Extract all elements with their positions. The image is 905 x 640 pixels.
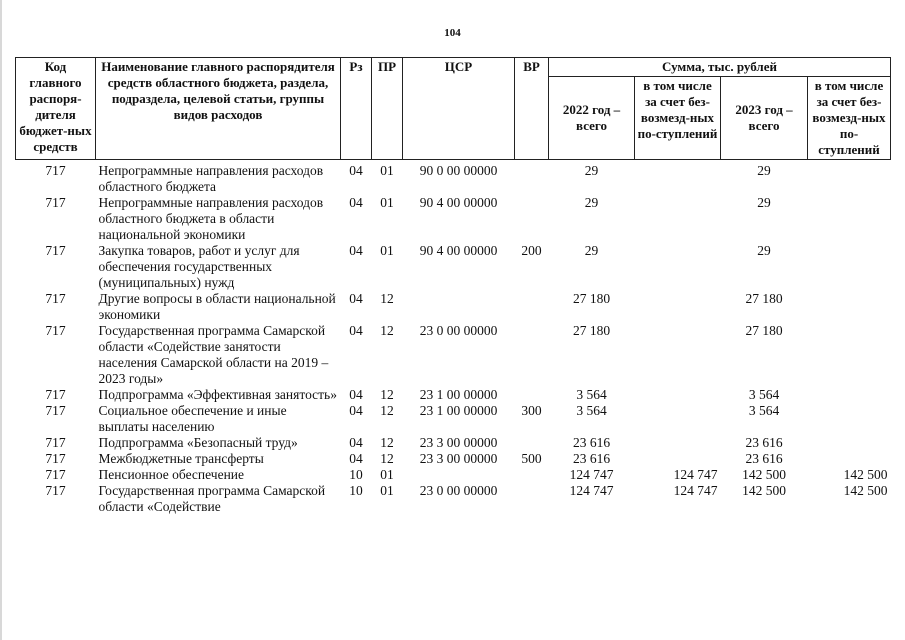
cell-csr	[403, 467, 515, 483]
cell-2022-total: 3 564	[576, 387, 607, 402]
table-row	[16, 467, 891, 483]
cell-2022-total: 27 180	[572, 323, 611, 338]
cell-code: 717	[45, 467, 66, 482]
cell-csr: 23 0 00 00000	[419, 323, 498, 338]
cell-rz: 04	[349, 323, 363, 338]
cell-2023-total: 27 180	[745, 291, 783, 306]
cell-vr: 200	[521, 243, 542, 258]
cell-pr: 01	[380, 195, 394, 210]
cell-2023-total: 142 500	[742, 483, 786, 498]
cell-pr: 01	[380, 163, 394, 178]
cell-2023-free: 142 500	[843, 467, 888, 482]
table-row	[16, 483, 891, 515]
cell-name: Пенсионное обеспечение	[98, 467, 245, 482]
table-row	[16, 387, 891, 403]
cell-2022-total: 29	[584, 195, 599, 210]
cell-2023-total: 3 564	[748, 387, 780, 402]
cell-pr: 12	[380, 451, 394, 466]
table-row	[16, 195, 891, 243]
cell-2023-free	[808, 323, 891, 387]
cell-name: Другие вопросы в области национальной экономики	[98, 291, 336, 322]
cell-csr: 90 4 00 00000	[419, 195, 498, 210]
cell-rz: 10	[349, 483, 363, 498]
table-row	[16, 435, 891, 451]
cell-csr: 23 0 00 00000	[419, 483, 498, 498]
cell-2022-total: 23 616	[572, 451, 611, 466]
cell-rz: 04	[349, 403, 363, 418]
table-row	[16, 243, 891, 291]
cell-csr	[403, 291, 515, 323]
cell-name: Непрограммные направления расходов областного бюджета в области национальной экономики	[98, 195, 324, 242]
page-left-edge	[0, 0, 2, 640]
cell-2023-total: 23 616	[745, 451, 783, 466]
cell-2022-free: 124 747	[673, 483, 718, 498]
cell-2023-total: 23 616	[745, 435, 783, 450]
cell-2023-free	[808, 451, 891, 467]
cell-2023-total: 29	[757, 243, 771, 258]
table-row	[16, 291, 891, 323]
cell-code: 717	[45, 435, 66, 450]
table-body	[16, 160, 891, 516]
cell-code: 717	[45, 195, 66, 210]
cell-rz: 10	[349, 467, 363, 482]
cell-csr: 23 3 00 00000	[419, 435, 498, 450]
cell-name: Государственная программа Самарской области «Содействие занятости населения Самарской области на 2019 – 2023 годы»	[98, 323, 329, 386]
cell-code: 717	[45, 163, 66, 178]
cell-2022-free	[635, 435, 721, 451]
cell-code: 717	[45, 483, 66, 498]
cell-pr: 01	[380, 243, 394, 258]
cell-2023-free	[808, 195, 891, 243]
cell-2023-total: 3 564	[748, 403, 780, 418]
cell-csr: 90 0 00 00000	[419, 163, 498, 178]
cell-pr: 01	[380, 467, 394, 482]
cell-rz: 04	[349, 243, 363, 258]
cell-2023-free	[808, 435, 891, 451]
cell-csr: 23 3 00 00000	[419, 451, 498, 466]
header-2023-total: 2023 год – всего	[721, 77, 808, 160]
cell-pr: 01	[380, 483, 394, 498]
cell-code: 717	[45, 243, 66, 258]
cell-2023-free	[808, 387, 891, 403]
budget-table	[15, 57, 891, 515]
cell-pr: 12	[380, 435, 394, 450]
header-2023-free: в том числе за счет без-возмезд-ных по-ступлений	[808, 77, 891, 160]
cell-rz: 04	[349, 195, 363, 210]
cell-2022-total: 29	[584, 243, 599, 258]
cell-2022-total: 124 747	[569, 467, 614, 482]
cell-code: 717	[45, 291, 66, 306]
cell-pr: 12	[380, 291, 394, 306]
cell-csr: 23 1 00 00000	[419, 403, 498, 418]
cell-2023-total: 142 500	[742, 467, 786, 482]
table-row	[16, 160, 891, 196]
cell-pr: 12	[380, 403, 394, 418]
cell-code: 717	[45, 387, 66, 402]
cell-2022-total: 27 180	[572, 291, 611, 306]
table-header	[16, 58, 891, 160]
cell-2023-free	[808, 160, 891, 196]
cell-2023-free	[808, 403, 891, 435]
header-vr: ВР	[515, 58, 549, 160]
cell-name: Непрограммные направления расходов областного бюджета	[98, 163, 324, 194]
cell-2022-free	[635, 387, 721, 403]
cell-vr: 500	[521, 451, 542, 466]
page-number: 104	[444, 27, 461, 39]
table-row	[16, 403, 891, 435]
cell-2022-total: 29	[584, 163, 599, 178]
cell-name: Межбюджетные трансферты	[98, 451, 264, 466]
table-row	[16, 323, 891, 387]
cell-name: Социальное обеспечение и иные выплаты населению	[98, 403, 287, 434]
cell-vr	[515, 387, 549, 403]
header-csr: ЦСР	[403, 58, 515, 160]
cell-code: 717	[45, 451, 66, 466]
cell-name: Государственная программа Самарской области «Содействие	[98, 483, 326, 514]
header-rz: Рз	[341, 58, 372, 160]
cell-2023-free	[808, 291, 891, 323]
cell-code: 717	[45, 323, 66, 338]
cell-csr: 90 4 00 00000	[419, 243, 498, 258]
cell-name: Подпрограмма «Безопасный труд»	[98, 435, 298, 450]
cell-name: Подпрограмма «Эффективная занятость»	[98, 387, 337, 402]
cell-2022-total: 124 747	[569, 483, 614, 498]
cell-vr	[515, 160, 549, 196]
cell-2022-free	[635, 243, 721, 291]
cell-2022-free	[635, 160, 721, 196]
cell-2022-free	[635, 323, 721, 387]
table-row	[16, 451, 891, 467]
cell-code: 717	[45, 403, 66, 418]
cell-2022-total: 23 616	[572, 435, 611, 450]
cell-2022-free: 124 747	[673, 467, 718, 482]
cell-2023-free: 142 500	[843, 483, 888, 498]
cell-vr	[515, 291, 549, 323]
cell-rz: 04	[349, 451, 363, 466]
header-sum-group: Сумма, тыс. рублей	[549, 58, 891, 77]
header-2022-free: в том числе за счет без-возмезд-ных по-ступлений	[635, 77, 721, 160]
cell-csr: 23 1 00 00000	[419, 387, 498, 402]
cell-2023-total: 27 180	[745, 323, 783, 338]
cell-vr	[515, 323, 549, 387]
cell-rz: 04	[349, 291, 363, 306]
cell-vr	[515, 195, 549, 243]
cell-pr: 12	[380, 387, 394, 402]
cell-rz: 04	[349, 163, 363, 178]
header-code: Код главного распоря-дителя бюджет-ных средств	[16, 58, 96, 160]
cell-2023-total: 29	[757, 195, 771, 210]
cell-rz: 04	[349, 435, 363, 450]
cell-vr	[515, 467, 549, 483]
header-2022-total: 2022 год – всего	[549, 77, 635, 160]
cell-pr: 12	[380, 323, 394, 338]
cell-rz: 04	[349, 387, 363, 402]
cell-2022-free	[635, 451, 721, 467]
cell-2022-free	[635, 291, 721, 323]
cell-2022-total: 3 564	[576, 403, 607, 418]
header-name: Наименование главного распорядителя средств областного бюджета, раздела, подраздела, целевой статьи, группы видов расходов	[96, 58, 341, 160]
cell-vr: 300	[521, 403, 542, 418]
cell-vr	[515, 435, 549, 451]
cell-name: Закупка товаров, работ и услуг для обеспечения государственных (муниципальных) нужд	[98, 243, 300, 290]
header-pr: ПР	[372, 58, 403, 160]
cell-2022-free	[635, 195, 721, 243]
cell-2023-total: 29	[757, 163, 771, 178]
cell-vr	[515, 483, 549, 515]
cell-2023-free	[808, 243, 891, 291]
cell-2022-free	[635, 403, 721, 435]
